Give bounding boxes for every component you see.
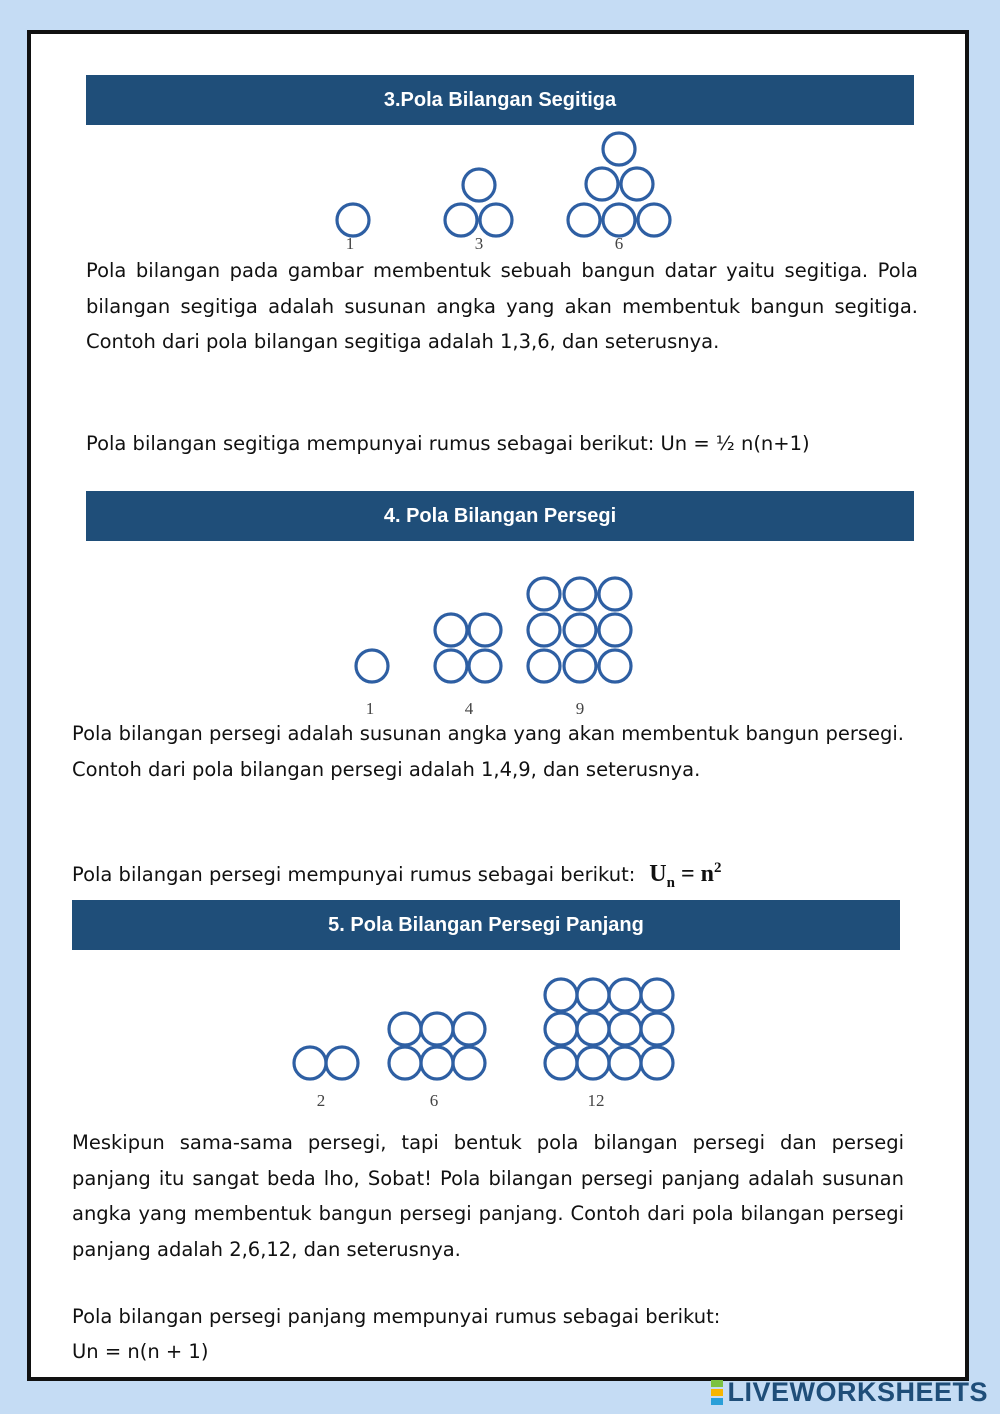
section-3-paragraph: Pola bilangan pada gambar membentuk sebuah bangun datar yaitu segitiga. Pola bilangan segitiga adalah susunan angka yang akan membentuk bangun segitiga. Contoh dari pola bilangan segitiga adalah 1,3,6, dan seterusnya. <box>86 259 918 353</box>
figure-label: 3 <box>474 234 484 253</box>
pattern-circle <box>294 1047 326 1079</box>
pattern-circle <box>480 204 512 236</box>
section-4-formula <box>72 860 722 892</box>
section-4-heading: 4. Pola Bilangan Persegi <box>86 491 914 541</box>
pattern-circle <box>469 650 501 682</box>
pattern-circle <box>603 204 635 236</box>
pattern-circle <box>421 1013 453 1045</box>
pattern-circle <box>389 1013 421 1045</box>
pattern-circle <box>337 204 369 236</box>
pattern-circle <box>577 1013 609 1045</box>
pattern-circle <box>421 1047 453 1079</box>
pattern-circle <box>564 650 596 682</box>
pattern-circle <box>577 1047 609 1079</box>
pattern-circle <box>599 650 631 682</box>
section-5-formula: Pola bilangan persegi panjang mempunyai rumus sebagai berikut: <box>72 1305 721 1328</box>
logo-mark-icon <box>711 1379 723 1406</box>
pattern-circle <box>545 1013 577 1045</box>
pattern-circle <box>638 204 670 236</box>
pattern-circle <box>528 578 560 610</box>
figure-label: 12 <box>587 1091 605 1110</box>
section-5-heading: 5. Pola Bilangan Persegi Panjang <box>72 900 900 950</box>
figure-label: 6 <box>614 234 624 253</box>
section-4-paragraph: Pola bilangan persegi adalah susunan angka yang akan membentuk bangun persegi. Contoh dari pola bilangan persegi adalah 1,4,9, dan seterusnya. <box>72 722 904 781</box>
section-5-paragraph: Meskipun sama-sama persegi, tapi bentuk pola bilangan persegi dan persegi panjang itu sangat beda lho, Sobat! Pola bilangan persegi panjang adalah susunan angka yang membentuk bangun persegi panjang. Contoh dari pola bilangan persegi panjang adalah 2,6,12, dan seterusnya. <box>72 1131 904 1261</box>
pattern-circle <box>389 1047 421 1079</box>
formula-math: $U_n = n^2$ <box>649 860 722 891</box>
liveworksheets-logo[interactable] <box>711 1377 988 1408</box>
pattern-circle <box>326 1047 358 1079</box>
triangle-pattern-figure <box>320 128 680 253</box>
figure-label: 2 <box>316 1091 326 1110</box>
pattern-circle <box>545 1047 577 1079</box>
figure-label: 1 <box>365 699 375 718</box>
pattern-circle <box>528 650 560 682</box>
figure-label: 9 <box>575 699 585 718</box>
pattern-circle <box>621 168 653 200</box>
section-3-formula: Pola bilangan segitiga mempunyai rumus sebagai berikut: Un = ½ n(n+1) <box>86 432 810 455</box>
pattern-circle <box>599 614 631 646</box>
figure-label: 4 <box>464 699 474 718</box>
pattern-circle <box>545 979 577 1011</box>
pattern-circle <box>609 1013 641 1045</box>
pattern-circle <box>528 614 560 646</box>
pattern-circle <box>641 1013 673 1045</box>
pattern-circle <box>641 1047 673 1079</box>
pattern-circle <box>435 614 467 646</box>
pattern-circle <box>453 1013 485 1045</box>
pattern-circle <box>463 169 495 201</box>
logo-text: LIVEWORKSHEETS <box>727 1377 988 1407</box>
formula-text: Pola bilangan persegi mempunyai rumus sebagai berikut: <box>72 863 636 886</box>
pattern-circle <box>609 1047 641 1079</box>
square-pattern-figure <box>340 570 650 720</box>
section-3-heading: 3.Pola Bilangan Segitiga <box>86 75 914 125</box>
pattern-circle <box>599 578 631 610</box>
pattern-circle <box>564 614 596 646</box>
figure-label: 6 <box>429 1091 439 1110</box>
figure-label: 1 <box>345 234 355 253</box>
pattern-circle <box>568 204 600 236</box>
pattern-circle <box>577 979 609 1011</box>
pattern-circle <box>564 578 596 610</box>
pattern-circle <box>586 168 618 200</box>
pattern-circle <box>445 204 477 236</box>
pattern-circle <box>356 650 388 682</box>
pattern-circle <box>435 650 467 682</box>
pattern-circle <box>469 614 501 646</box>
rectangle-pattern-figure <box>285 970 685 1115</box>
pattern-circle <box>603 133 635 165</box>
pattern-circle <box>609 979 641 1011</box>
pattern-circle <box>453 1047 485 1079</box>
pattern-circle <box>641 979 673 1011</box>
section-5-formula-expression: Un = n(n + 1) <box>72 1340 209 1363</box>
